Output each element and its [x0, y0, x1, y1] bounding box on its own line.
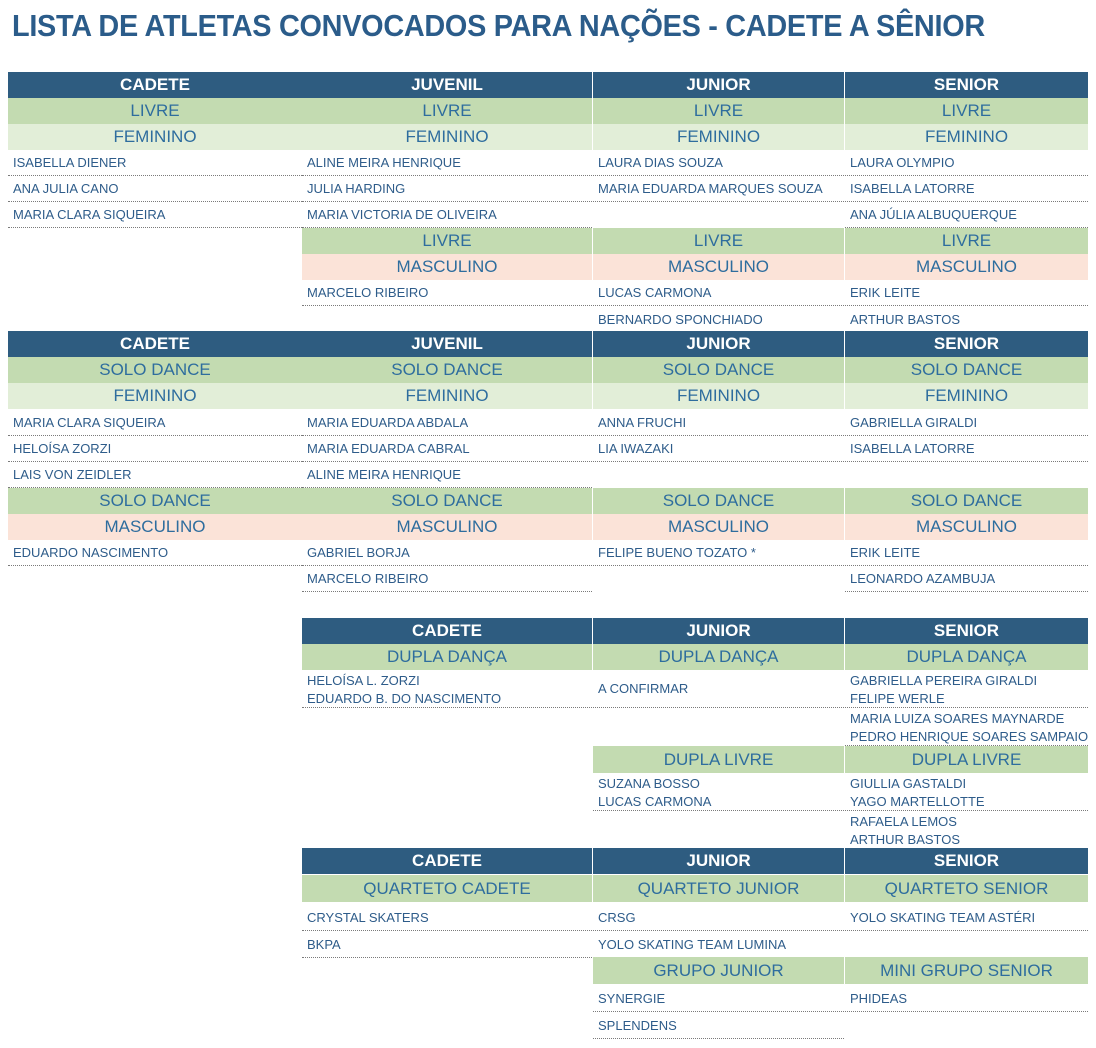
gender-label: FEMININO — [8, 124, 302, 150]
discipline-label: DUPLA DANÇA — [845, 644, 1088, 670]
discipline-label: LIVRE — [845, 98, 1088, 124]
athlete-name: MARIA EDUARDA ABDALA — [302, 410, 592, 436]
discipline-label: LIVRE — [8, 98, 302, 124]
athlete-name: ISABELLA DIENER — [8, 150, 302, 176]
gender-label: MASCULINO — [845, 514, 1088, 540]
athlete-name: EDUARDO NASCIMENTO — [8, 540, 302, 566]
column-header: JUVENIL — [302, 72, 592, 98]
pair-entry — [845, 708, 1088, 746]
athlete-name: ERIK LEITE — [845, 280, 1088, 306]
column-header: CADETE — [8, 72, 302, 98]
athlete-name: MARCELO RIBEIRO — [302, 566, 592, 592]
athlete-name: MARIA CLARA SIQUEIRA — [8, 202, 302, 228]
athlete-name: LIA IWAZAKI — [593, 436, 844, 462]
discipline-label: LIVRE — [593, 98, 844, 124]
discipline-label: DUPLA DANÇA — [302, 644, 592, 670]
page-title: LISTA DE ATLETAS CONVOCADOS PARA NAÇÕES - CADETE A SÊNIOR — [12, 8, 985, 43]
discipline-label: GRUPO JUNIOR — [593, 957, 844, 984]
athlete-name: CRYSTAL SKATERS — [302, 904, 592, 931]
athlete-name: ISABELLA LATORRE — [845, 176, 1088, 202]
athlete-name: CRSG — [593, 904, 844, 931]
column-header: SENIOR — [845, 848, 1088, 874]
pair-entry: A CONFIRMAR — [593, 670, 844, 708]
athlete-name: JULIA HARDING — [302, 176, 592, 202]
discipline-label: DUPLA DANÇA — [593, 644, 844, 670]
gender-label: FEMININO — [845, 124, 1088, 150]
pair-entry — [845, 811, 1088, 849]
athlete-name: HELOÍSA ZORZI — [8, 436, 302, 462]
discipline-label: DUPLA LIVRE — [593, 746, 844, 773]
column-header: CADETE — [302, 848, 592, 874]
pair-member: FELIPE WERLE — [850, 691, 945, 706]
gender-label: MASCULINO — [8, 514, 302, 540]
athlete-name: SYNERGIE — [593, 985, 844, 1012]
athlete-name: GABRIEL BORJA — [302, 540, 592, 566]
gender-label: MASCULINO — [593, 514, 844, 540]
pair-member: RAFAELA LEMOS — [850, 814, 957, 829]
athlete-name: YOLO SKATING TEAM LUMINA — [593, 931, 844, 958]
athlete-name: SPLENDENS — [593, 1012, 844, 1039]
discipline-label: MINI GRUPO SENIOR — [845, 957, 1088, 984]
discipline-label: QUARTETO CADETE — [302, 875, 592, 902]
pair-member: GIULLIA GASTALDI — [850, 776, 967, 791]
pair-entry — [593, 773, 844, 811]
athlete-name: ALINE MEIRA HENRIQUE — [302, 462, 592, 488]
column-header: CADETE — [302, 618, 592, 644]
pair-member: GABRIELLA PEREIRA GIRALDI — [850, 673, 1038, 688]
column-header: CADETE — [8, 331, 302, 357]
athlete-name: ANNA FRUCHI — [593, 410, 844, 436]
pair-entry — [845, 773, 1088, 811]
discipline-label: SOLO DANCE — [302, 488, 592, 514]
gender-label: MASCULINO — [302, 514, 592, 540]
discipline-label: QUARTETO JUNIOR — [593, 875, 844, 902]
discipline-label: LIVRE — [593, 228, 844, 254]
athlete-name: GABRIELLA GIRALDI — [845, 410, 1088, 436]
athlete-name: BERNARDO SPONCHIADO — [598, 312, 763, 327]
athlete-name: MARIA VICTORIA DE OLIVEIRA — [302, 202, 592, 228]
athlete-name: LUCAS CARMONA — [593, 280, 844, 306]
athlete-name: MARIA CLARA SIQUEIRA — [8, 410, 302, 436]
column-header: JUVENIL — [302, 331, 592, 357]
discipline-label: DUPLA LIVRE — [845, 746, 1088, 773]
athlete-name: YOLO SKATING TEAM ASTÉRI — [845, 904, 1088, 931]
athlete-name: BKPA — [302, 931, 592, 958]
gender-label: FEMININO — [302, 124, 592, 150]
athlete-name: LEONARDO AZAMBUJA — [845, 566, 1088, 592]
pair-member: PEDRO HENRIQUE SOARES SAMPAIO — [850, 729, 1089, 744]
athlete-name: LAIS VON ZEIDLER — [8, 462, 302, 488]
discipline-label: SOLO DANCE — [593, 357, 844, 383]
athlete-name: ERIK LEITE — [845, 540, 1088, 566]
pair-member: SUZANA BOSSO — [598, 776, 700, 791]
athlete-name: ARTHUR BASTOS — [850, 312, 961, 327]
discipline-label: QUARTETO SENIOR — [845, 875, 1088, 902]
gender-label: FEMININO — [593, 383, 844, 409]
discipline-label: LIVRE — [302, 228, 592, 254]
pair-entry — [302, 670, 592, 708]
column-header: JUNIOR — [593, 618, 844, 644]
athlete-name: ALINE MEIRA HENRIQUE — [302, 150, 592, 176]
pair-member: ARTHUR BASTOS — [850, 832, 961, 847]
athlete-name: MARCELO RIBEIRO — [302, 280, 592, 306]
pair-entry — [845, 670, 1088, 708]
discipline-label: SOLO DANCE — [845, 488, 1088, 514]
athlete-name: ANA JÚLIA ALBUQUERQUE — [845, 202, 1088, 228]
column-header: SENIOR — [845, 331, 1088, 357]
pair-member: LUCAS CARMONA — [598, 794, 712, 809]
discipline-label: SOLO DANCE — [593, 488, 844, 514]
discipline-label: SOLO DANCE — [8, 357, 302, 383]
pair-member: EDUARDO B. DO NASCIMENTO — [307, 691, 502, 706]
column-header: JUNIOR — [593, 331, 844, 357]
discipline-label: SOLO DANCE — [302, 357, 592, 383]
gender-label: MASCULINO — [302, 254, 592, 280]
athlete-name: MARIA EDUARDA CABRAL — [302, 436, 592, 462]
pair-member: MARIA LUIZA SOARES MAYNARDE — [850, 711, 1065, 726]
discipline-label: LIVRE — [302, 98, 592, 124]
discipline-label: SOLO DANCE — [845, 357, 1088, 383]
athlete-name: FELIPE BUENO TOZATO * — [593, 540, 844, 566]
athlete-name: MARIA EDUARDA MARQUES SOUZA — [593, 176, 844, 202]
gender-label: MASCULINO — [845, 254, 1088, 280]
gender-label: FEMININO — [845, 383, 1088, 409]
gender-label: FEMININO — [593, 124, 844, 150]
column-header: JUNIOR — [593, 848, 844, 874]
athlete-name: PHIDEAS — [845, 985, 1088, 1012]
column-header: SENIOR — [845, 72, 1088, 98]
column-header: SENIOR — [845, 618, 1088, 644]
athlete-name: LAURA OLYMPIO — [845, 150, 1088, 176]
athlete-name: ANA JULIA CANO — [8, 176, 302, 202]
pair-member: YAGO MARTELLOTTE — [850, 794, 985, 809]
discipline-label: SOLO DANCE — [8, 488, 302, 514]
gender-label: FEMININO — [302, 383, 592, 409]
gender-label: MASCULINO — [593, 254, 844, 280]
pair-member: HELOÍSA L. ZORZI — [307, 673, 420, 688]
discipline-label: LIVRE — [845, 228, 1088, 254]
gender-label: FEMININO — [8, 383, 302, 409]
athlete-name: ISABELLA LATORRE — [845, 436, 1088, 462]
athlete-name: LAURA DIAS SOUZA — [593, 150, 844, 176]
column-header: JUNIOR — [593, 72, 844, 98]
